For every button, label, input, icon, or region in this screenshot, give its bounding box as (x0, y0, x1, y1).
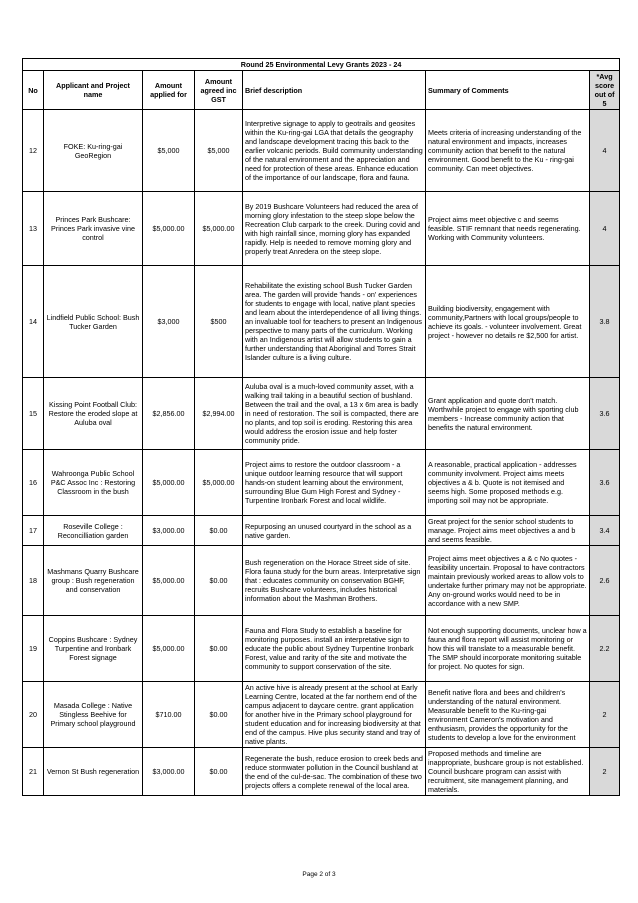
brief-description: Rehabilitate the existing school Bush Tucker Garden area. The garden will provide 'hands - on' experiences for students to engage with local, native plant species and learn about the interdependence of all living things. an invaluable tool for teachers to present an Indigenous perspective to many parts of the curriculum. Working with an Indigenous artist will allow students to gain a further understanding that Aboriginal and Torres Strait Islander culture is a living culture. (243, 266, 426, 378)
applicant-name: Princes Park Bushcare: Princes Park invasive vine control (44, 192, 143, 266)
amount-agreed: $2,994.00 (195, 378, 243, 450)
table-row (23, 266, 620, 378)
applicant-name: Coppins Bushcare : Sydney Turpentine and Ironbark Forest signage (44, 616, 143, 682)
summary-of-comments: Proposed methods and timeline are inappropriate, bushcare group is not established. Council bushcare program can assist with recruitment, site management planning, and materials. (426, 748, 590, 796)
avg-score: 2 (590, 748, 620, 796)
avg-score: 2.2 (590, 616, 620, 682)
amount-agreed: $500 (195, 266, 243, 378)
table-title: Round 25 Environmental Levy Grants 2023 - 24 (23, 59, 620, 71)
amount-applied: $5,000.00 (143, 192, 195, 266)
table-row (23, 748, 620, 796)
amount-applied: $2,856.00 (143, 378, 195, 450)
applicant-name: Kissing Point Football Club: Restore the eroded slope at Auluba oval (44, 378, 143, 450)
applicant-name: Wahroonga Public School P&C Assoc Inc : Restoring Classroom in the bush (44, 450, 143, 516)
table-row (23, 616, 620, 682)
table-row (23, 682, 620, 748)
amount-applied: $3,000.00 (143, 748, 195, 796)
table-title-row (23, 59, 620, 71)
grants-table (22, 58, 620, 796)
avg-score: 3.4 (590, 516, 620, 546)
table-row (23, 192, 620, 266)
brief-description: Regenerate the bush, reduce erosion to creek beds and reduce stormwater pollution in the Council bushland at the end of the cul-de-sac. The combination of these two projects offers a complete renewal of the local area. (243, 748, 426, 796)
row-number: 19 (23, 616, 44, 682)
row-number: 15 (23, 378, 44, 450)
amount-applied: $5,000.00 (143, 450, 195, 516)
amount-agreed: $0.00 (195, 748, 243, 796)
row-number: 12 (23, 110, 44, 192)
applicant-name: FOKE: Ku-ring-gai GeoRegion (44, 110, 143, 192)
table-row (23, 516, 620, 546)
grants-table-container (22, 58, 619, 796)
summary-of-comments: Great project for the senior school students to manage. Project aims meet objectives a and b and seems feasible. (426, 516, 590, 546)
header-no: No (23, 71, 44, 110)
avg-score: 4 (590, 110, 620, 192)
summary-of-comments: Not enough supporting documents, unclear how a fauna and flora report will assist monitoring or how this will translate to a measurable benefit. The SMP should incorporate monitoring suitable for project. No quotes for sign. (426, 616, 590, 682)
summary-of-comments: Project aims meet objectives a & c No quotes - feasibility uncertain. Proposal to have contractors maintain previously worked areas to allow vols to undertake further primary may not be appropriate. Any on-ground works would need to be in accordance with a new SMP. (426, 546, 590, 616)
applicant-name: Mashmans Quarry Bushcare group : Bush regeneration and conservation (44, 546, 143, 616)
brief-description: Bush regeneration on the Horace Street side of site. Flora fauna study for the burn areas. Interpretative sign that : educates community on conservation BGHF, recruits Bushcare volunteers, includes historical information about the Mashman Brothers. (243, 546, 426, 616)
brief-description: By 2019 Bushcare Volunteers had reduced the area of morning glory infestation to the steep slope below the Recreation Club carpark to the creek. During covid and with high rainfall since, morning glory has expanded rapidly. Help is needed to remove morning glory and properly treat Anredera on the steep slope. (243, 192, 426, 266)
brief-description: Auluba oval is a much-loved community asset, with a walking trail taking in a beautiful section of bushland. Between the trail and the oval, a 13 x 6m area is badly in need of restoration. The soil is compacted, there are no plants, and top soil is eroding. Restoring this area would address the erosion issue and help foster community pride. (243, 378, 426, 450)
table-row (23, 378, 620, 450)
amount-applied: $3,000.00 (143, 516, 195, 546)
avg-score: 3.6 (590, 378, 620, 450)
row-number: 17 (23, 516, 44, 546)
amount-applied: $5,000.00 (143, 546, 195, 616)
amount-agreed: $5,000.00 (195, 192, 243, 266)
summary-of-comments: Meets criteria of increasing understanding of the natural environment and impacts, increases community action that benefit to the natural environment. Good benefit to the Ku - ring-gai community. Can meet objectives. (426, 110, 590, 192)
amount-agreed: $0.00 (195, 682, 243, 748)
page-footer: Page 2 of 3 (302, 871, 336, 878)
table-row (23, 450, 620, 516)
amount-agreed: $0.00 (195, 616, 243, 682)
brief-description: Interpretive signage to apply to geotrails and geosites within the Ku-ring-gai LGA that details the geography and landscape development tracing this back to the earlier volcanic periods. Build community understanding of the natural environment and the appreciation and need for protection of these areas. Enhance education of the importance of our landscape, flora and fauna. (243, 110, 426, 192)
brief-description: Fauna and Flora Study to establish a baseline for monitoring purposes. install an interpretative sign to educate the public about Sydney Turpentine Ironbark Forest, value and rarity of the site and motivate the community to support conservation of the site. (243, 616, 426, 682)
amount-applied: $3,000 (143, 266, 195, 378)
row-number: 16 (23, 450, 44, 516)
applicant-name: Vernon St Bush regeneration (44, 748, 143, 796)
summary-of-comments: A reasonable, practical application - addresses community involvment. Project aims meets objectives a & b. Quote is not itemised and seems high. Some proposed methods e.g. importing soil may not be appropriate. (426, 450, 590, 516)
table-body (23, 110, 620, 796)
summary-of-comments: Project aims meet objective c and seems feasible. STIF remnant that needs regenerating. Working with Community volunteers. (426, 192, 590, 266)
amount-applied: $710.00 (143, 682, 195, 748)
applicant-name: Masada College : Native Stingless Beehive for Primary school playground (44, 682, 143, 748)
brief-description: An active hive is already present at the school at Early Learning Centre, located at the far northern end of the campus adjacent to daycare centre. grant application for another hive in the Primary school playground for student education and for increasing biodiversity at that end of the campus. Hive plus security stand and tray of native plants. (243, 682, 426, 748)
amount-agreed: $5,000 (195, 110, 243, 192)
brief-description: Repurposing an unused courtyard in the school as a native garden. (243, 516, 426, 546)
table-row (23, 546, 620, 616)
header-applicant: Applicant and Project name (44, 71, 143, 110)
amount-agreed: $0.00 (195, 546, 243, 616)
avg-score: 2.6 (590, 546, 620, 616)
amount-applied: $5,000 (143, 110, 195, 192)
summary-of-comments: Grant application and quote don't match. Worthwhile project to engage with sporting club members - Increase community action that benefits the natural environment. (426, 378, 590, 450)
brief-description: Project aims to restore the outdoor classroom - a unique outdoor learning resource that will support hands-on student learning about the environment, surrounding Blue Gum High Forest and Sydney - Turpentine Ironbark Forest and local wildlife. (243, 450, 426, 516)
amount-agreed: $0.00 (195, 516, 243, 546)
header-summary: Summary of Comments (426, 71, 590, 110)
amount-applied: $5,000.00 (143, 616, 195, 682)
table-row (23, 110, 620, 192)
row-number: 21 (23, 748, 44, 796)
avg-score: 4 (590, 192, 620, 266)
avg-score: 3.8 (590, 266, 620, 378)
applicant-name: Roseville College : Reconcilliation garden (44, 516, 143, 546)
summary-of-comments: Benefit native flora and bees and children's understanding of the natural environment. Measurable benefit to the Ku-ring-gai environment Cameron's motivation and enthusiasm, provides the opportunity for the students to develop a love for the environment (426, 682, 590, 748)
header-description: Brief description (243, 71, 426, 110)
row-number: 20 (23, 682, 44, 748)
row-number: 14 (23, 266, 44, 378)
row-number: 13 (23, 192, 44, 266)
amount-agreed: $5,000.00 (195, 450, 243, 516)
header-amount-applied: Amount applied for (143, 71, 195, 110)
header-score: *Avg score out of 5 (590, 71, 620, 110)
header-amount-agreed: Amount agreed inc GST (195, 71, 243, 110)
row-number: 18 (23, 546, 44, 616)
applicant-name: Lindfield Public School: Bush Tucker Garden (44, 266, 143, 378)
table-header-row (23, 71, 620, 110)
avg-score: 3.6 (590, 450, 620, 516)
summary-of-comments: Building biodiversity, engagement with community,Partners with local groups/people to achieve its goals. - volunteer involvement. Great project - however no details re $2,500 for artist. (426, 266, 590, 378)
avg-score: 2 (590, 682, 620, 748)
